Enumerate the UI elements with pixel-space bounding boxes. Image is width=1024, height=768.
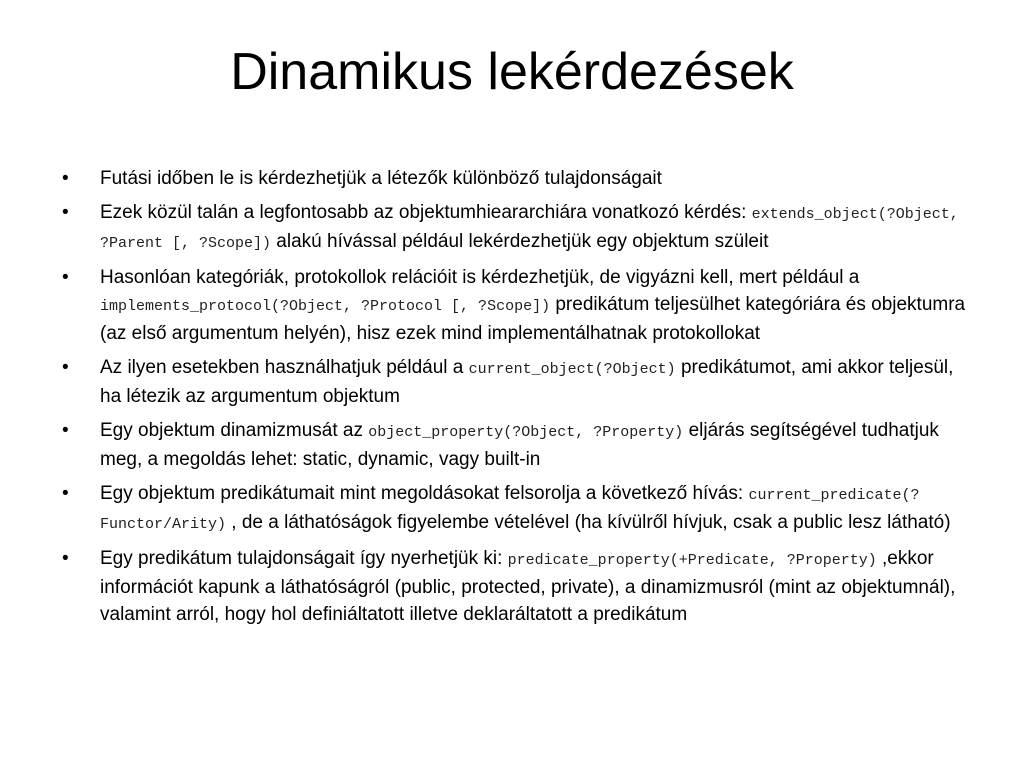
bullet-text: Egy predikátum tulajdonságait így nyerhetjük ki:	[100, 548, 508, 569]
code-snippet: implements_protocol(?Object, ?Protocol [, ?Scope])	[100, 298, 551, 315]
bullet-marker: •	[62, 548, 69, 569]
code-snippet: current_predicate(?Functor/Arity)	[100, 487, 920, 533]
bullet-text: predikátumot, ami akkor teljesül, ha létezik az argumentum objektum	[100, 357, 954, 407]
bullet-marker: •	[62, 483, 69, 504]
bullet-text: predikátum teljesülhet kategóriára és objektumra (az első argumentum helyén), hisz ezek mind implementálhatnak protokollokat	[100, 294, 966, 344]
bullet-item	[62, 480, 972, 538]
bullet-text: alakú hívással például lekérdezhetjük egy objektum szüleit	[271, 231, 769, 252]
code-snippet: predicate_property(+Predicate, ?Property)	[507, 552, 877, 569]
bullet-marker: •	[62, 420, 69, 441]
bullet-text: Futási időben le is kérdezhetjük a létezők különböző tulajdonságait	[100, 168, 662, 189]
bullet-item	[62, 165, 972, 192]
bullet-marker: •	[62, 202, 69, 223]
bullet-list	[62, 165, 972, 635]
bullet-marker: •	[62, 267, 69, 288]
code-snippet: current_object(?Object)	[468, 361, 676, 378]
code-snippet: object_property(?Object, ?Property)	[368, 424, 684, 441]
bullet-item	[62, 545, 972, 628]
bullet-text: Egy objektum dinamizmusát az	[100, 420, 369, 441]
bullet-marker: •	[62, 168, 69, 189]
bullet-marker: •	[62, 357, 69, 378]
bullet-text: Hasonlóan kategóriák, protokollok relációit is kérdezhetjük, de vigyázni kell, mert például a	[100, 267, 860, 288]
slide-title: Dinamikus lekérdezések	[230, 43, 794, 101]
code-snippet: extends_object(?Object, ?Parent [, ?Scope])	[100, 206, 959, 252]
bullet-text: ,ekkor információt kapunk a láthatóságról (public, protected, private), a dinamizmusról (mint az objektumnál), valamint arról, hogy hol definiáltatott illetve deklaráltatott a predikátum	[100, 548, 956, 625]
bullet-text: eljárás segítségével tudhatjuk meg, a megoldás lehet: static, dynamic, vagy built-in	[100, 420, 939, 470]
bullet-item	[62, 417, 972, 473]
bullet-item	[62, 199, 972, 257]
bullet-text: Egy objektum predikátumait mint megoldásokat felsorolja a következő hívás:	[100, 483, 749, 504]
bullet-text: , de a láthatóságok figyelembe vételével (ha kívülről hívjuk, csak a public lesz látható)	[226, 512, 951, 533]
bullet-item	[62, 264, 972, 347]
bullet-text: Ezek közül talán a legfontosabb az objektumhieararchiára vonatkozó kérdés:	[100, 202, 752, 223]
bullet-item	[62, 354, 972, 410]
bullet-text: Az ilyen esetekben használhatjuk például a	[100, 357, 469, 378]
